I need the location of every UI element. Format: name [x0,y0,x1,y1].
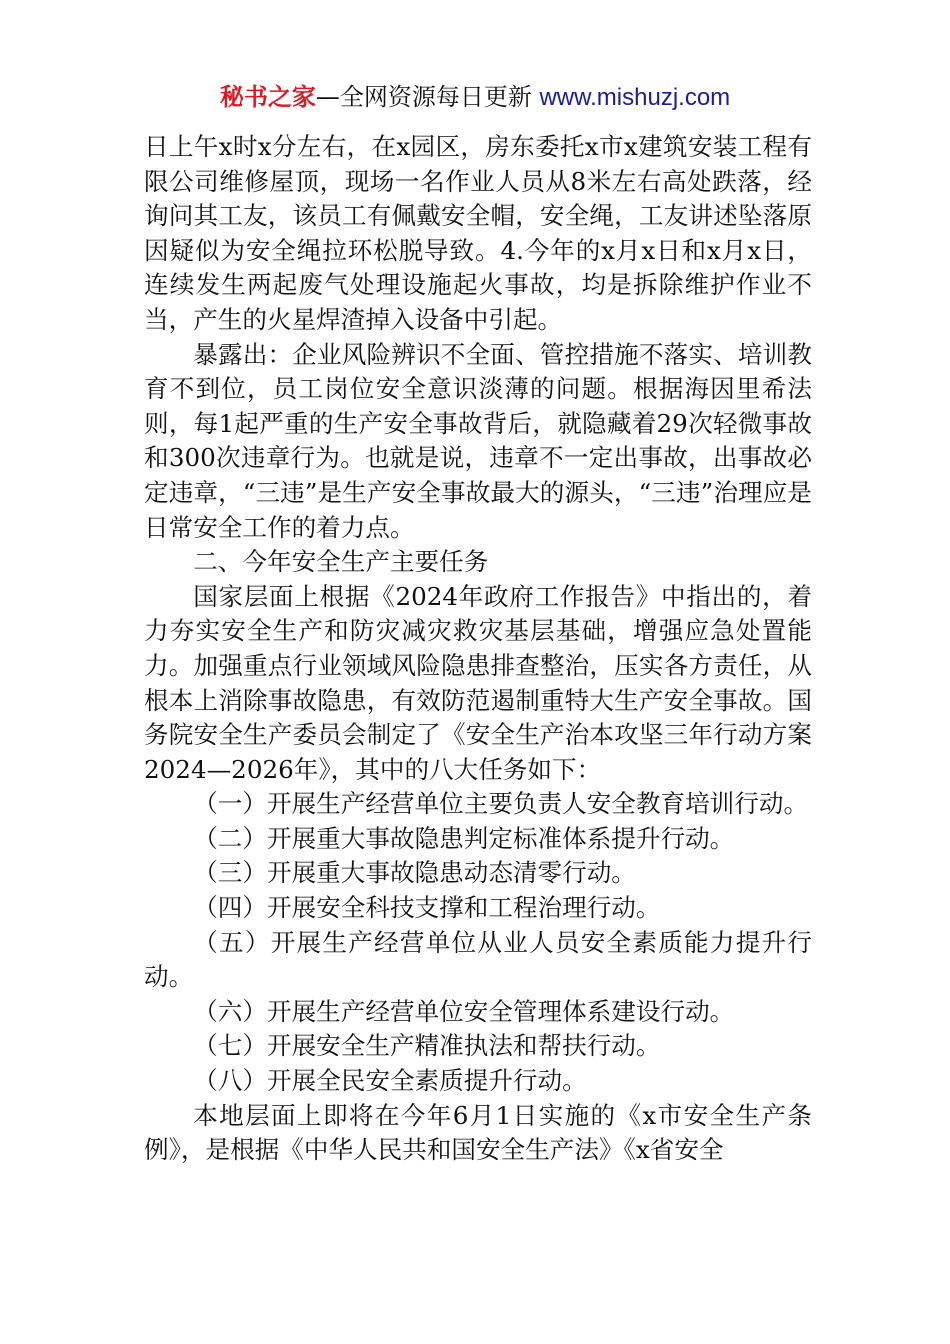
task-item: （七）开展安全生产精准执法和帮扶行动。 [193,1031,661,1061]
site-header [0,80,950,115]
site-url-link[interactable]: www.mishuzj.com [539,84,731,111]
document-body [144,130,812,1168]
task-item: （六）开展生产经营单位安全管理体系建设行动。 [193,996,735,1026]
paragraph: 日上午x时x分左右，在x园区，房东委托x市x建筑安装工程有限公司维修屋顶，现场一名作业人员从8米左右高处跌落，经询问其工友，该员工有佩戴安全帽，安全绳，工友讲述坠落原因疑似为安全绳拉环松脱导致。4.今年的x月x日和x月x日，连续发生两起废气处理设施起火事故，均是拆除维护作业不当，产生的火星焊渣掉入设备中引起。 [144,132,812,334]
task-item: （八）开展全民安全素质提升行动。 [193,1066,587,1096]
paragraph: 国家层面上根据《2024年政府工作报告》中指出的，着力夯实安全生产和防灾减灾救灾基层基础，增强应急处置能力。加强重点行业领域风险隐患排查整治，压实各方责任，从根本上消除事故隐患，有效防范遏制重特大生产安全事故。国务院安全生产委员会制定了《安全生产治本攻坚三年行动方案2024—2026年》，其中的八大任务如下： [144,581,812,784]
site-tagline: —全网资源每日更新 [315,83,540,111]
task-item: （一）开展生产经营单位主要负责人安全教育培训行动。 [193,789,809,819]
task-item: （二）开展重大事故隐患判定标准体系提升行动。 [193,823,735,853]
task-item: （四）开展安全科技支撑和工程治理行动。 [193,893,661,923]
task-item: （三）开展重大事故隐患动态清零行动。 [193,858,636,888]
section-heading: 二、今年安全生产主要任务 [193,547,489,577]
task-item: （五）开展生产经营单位从业人员安全素质能力提升行动。 [144,927,812,992]
paragraph: 本地层面上即将在今年6月1日实施的《x市安全生产条例》，是根据《中华人民共和国安全生产法》《x省安全 [144,1100,812,1165]
site-brand: 秘书之家 [219,83,316,111]
paragraph: 暴露出：企业风险辨识不全面、管控措施不落实、培训教育不到位，员工岗位安全意识淡薄的问题。根据海因里希法则，每1起严重的生产安全事故背后，就隐藏着29次轻微事故和300次违章行为。也就是说，违章不一定出事故，出事故必定违章，“三违”是生产安全事故最大的源头，“三违”治理应是日常安全工作的着力点。 [144,339,812,542]
